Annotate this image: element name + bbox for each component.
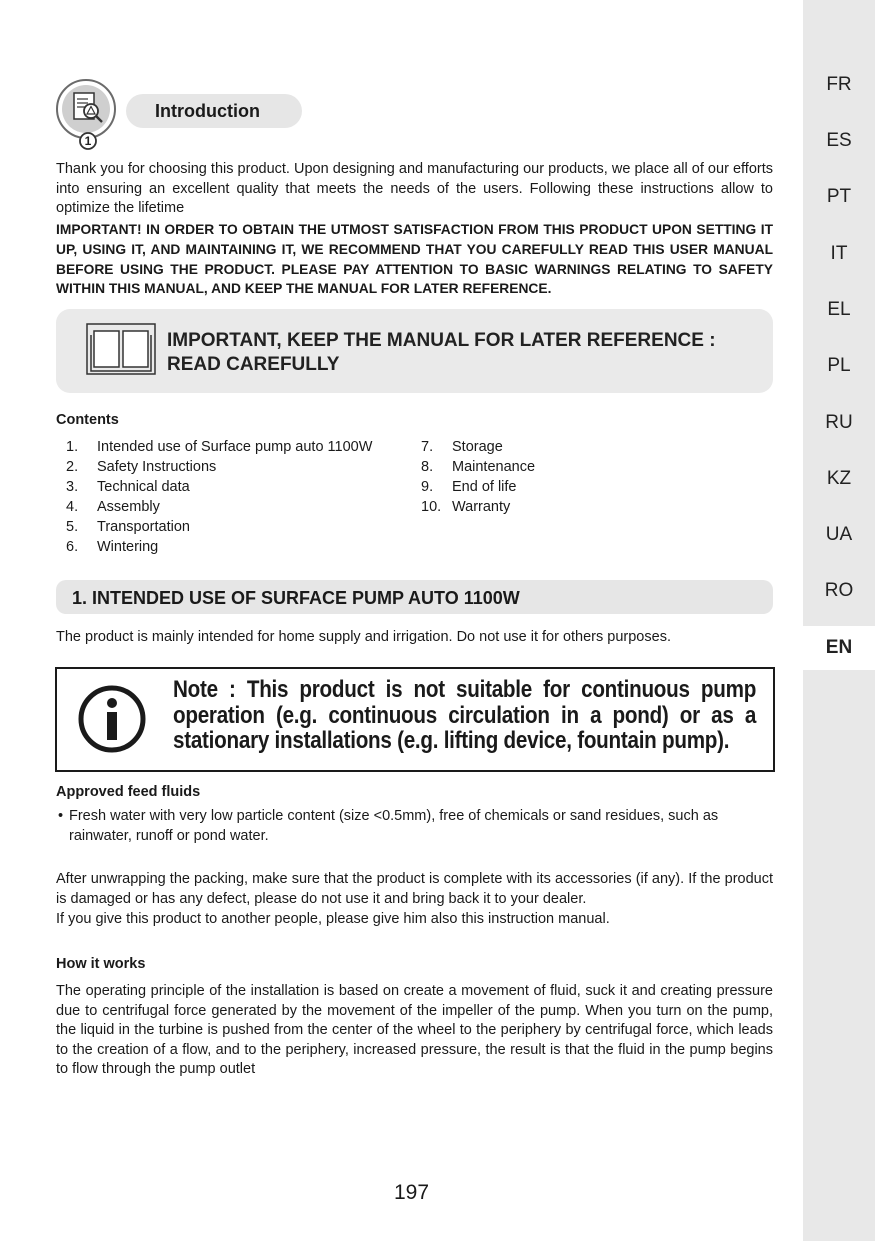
section-1-heading: 1. INTENDED USE OF SURFACE PUMP AUTO 1100W (56, 580, 773, 614)
lang-tab-fr[interactable]: FR (826, 74, 852, 95)
lang-tab-ru[interactable]: RU (825, 412, 853, 433)
contents-item[interactable]: 2. Safety Instructions (66, 459, 217, 475)
contents-item[interactable]: 7. Storage (421, 439, 503, 455)
intro-paragraph: Thank you for choosing this product. Upon designing and manufacturing our products, we place all of our efforts into ensuring an excellent quality that meets the needs of the users. Following these instructions allow to optimize the lifetime (56, 161, 773, 217)
lang-tab-ro[interactable]: RO (824, 580, 854, 601)
contents-item[interactable]: 1. Intended use of Surface pump auto 1100W (66, 439, 373, 455)
open-book-icon (86, 323, 156, 375)
page-number: 197 (393, 1181, 430, 1204)
lang-tab-it[interactable]: IT (830, 243, 848, 264)
contents-heading: Contents (56, 412, 119, 428)
contents-item[interactable]: 8. Maintenance (421, 459, 536, 475)
important-paragraph: IMPORTANT! IN ORDER TO OBTAIN THE UTMOST SATISFACTION FROM THIS PRODUCT UPON SETTING IT UP, USING IT, AND MAINTAINING IT, WE RECOMMEND THAT YOU CAREFULLY READ THIS USER MANUAL BEFORE USING THE PRODUCT. PLEASE PAY ATTENTION TO BASIC WARNINGS RELATING TO SAFETY WITHIN THIS MANUAL, AND KEEP THE MANUAL FOR LATER REFERENCE. (56, 222, 773, 297)
section-badge-number: 1 (84, 134, 92, 148)
how-it-works-paragraph: The operating principle of the installation is based on create a movement of fluid, suck it and creating pressure due to centrifugal force generated by the movement of the impeller of the pump. When you turn on the pump, the liquid in the turbine is pushed from the center of the wheel to the periphery by centrifugal force, which leads to the creation of a flow, and to the periphery, increased pressure, the result is that the fluid in the pump begins to flow through the pump outlet (56, 983, 773, 1078)
approved-fluids-heading: Approved feed fluids (56, 784, 201, 800)
info-icon (77, 684, 147, 754)
lang-tab-pt[interactable]: PT (826, 186, 852, 207)
note-text: Note : This product is not suitable for continuous pump operation (e.g. continuous circulation in a pond) or as a stationary installations (e.g. lifting device, fountain pump). (173, 676, 757, 754)
introduction-title: Introduction (126, 94, 302, 128)
contents-list-right (411, 437, 535, 517)
intended-use-paragraph: The product is mainly intended for home supply and irrigation. Do not use it for others purposes. (56, 629, 671, 645)
contents-item[interactable]: 3. Technical data (66, 479, 190, 495)
contents-item[interactable]: 6. Wintering (66, 539, 159, 555)
contents-list-left (56, 437, 372, 557)
lang-tab-ua[interactable]: UA (825, 524, 853, 545)
bullet-dot-icon: • (58, 808, 64, 824)
contents-item[interactable]: 4. Assembly (66, 499, 160, 515)
lang-tab-es[interactable]: ES (826, 130, 852, 151)
contents-item[interactable]: 10. Warranty (421, 499, 511, 515)
note-box (55, 667, 775, 772)
how-it-works-heading: How it works (56, 956, 146, 972)
lang-tab-en[interactable]: EN (803, 626, 875, 670)
language-sidebar (803, 0, 875, 1241)
fluids-bullet-item: • Fresh water with very low particle content (size <0.5mm), free of chemicals or sand residues, such as rainwater, runoff or pond water. (58, 808, 719, 844)
unwrap-paragraph: After unwrapping the packing, make sure that the product is complete with its accessories (if any). If the product is damaged or has any defect, please do not use it and bring back it to your dealer. (56, 871, 773, 907)
contents-item[interactable]: 5. Transportation (66, 519, 190, 535)
important-notice-text: IMPORTANT, KEEP THE MANUAL FOR LATER REFERENCE : READ CAREFULLY (167, 330, 716, 375)
lang-tab-pl[interactable]: PL (827, 355, 851, 376)
lang-tab-el[interactable]: EL (827, 299, 851, 320)
important-notice-box (56, 309, 773, 393)
lang-tab-kz[interactable]: KZ (826, 468, 852, 489)
give-paragraph: If you give this product to another people, please give him also this instruction manual. (56, 911, 610, 927)
contents-item[interactable]: 9. End of life (421, 479, 517, 495)
